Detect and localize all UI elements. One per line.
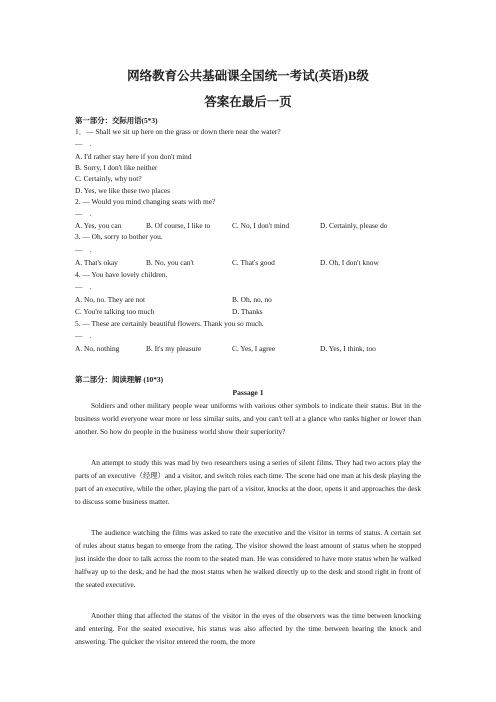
passage-paragraph-4: Another thing that affected the status of the visitor in the eyes of the observers was the time between knocking and entering. For the seated executive, his status was also affected by the time between hearing the knock and answering. The quicker the visitor entered the room, the more	[75, 611, 421, 647]
question-1-option-d: D. Yes, we like these two places	[75, 186, 171, 195]
document-subtitle: 答案在最后一页	[204, 95, 292, 109]
question-3-blank: — .	[75, 245, 92, 254]
question-2-blank: — .	[75, 209, 92, 218]
question-2-prompt: 2. — Would you mind changing seats with me?	[75, 197, 216, 206]
question-5-option-b: B. It's my pleasure	[146, 344, 202, 353]
question-5-option-c: C. Yes, I agree	[232, 344, 276, 353]
question-4-option-b: B. Oh, no, no	[232, 295, 272, 304]
question-1-blank: — .	[75, 139, 92, 148]
question-5-blank: — .	[75, 331, 92, 340]
question-5-option-d: D. Yes, I think, too	[320, 344, 376, 353]
question-3-option-a: A. That's okay	[75, 258, 118, 267]
question-2-option-a: A. Yes, you can	[75, 221, 122, 230]
part2-heading: 第二部分：阅读理解 (10*3)	[75, 375, 164, 384]
question-1-option-a: A. I'd rather stay here if you don't mind	[75, 152, 192, 161]
part1-heading: 第一部分：交际用语(5*3)	[75, 116, 158, 125]
question-3-option-c: C. That's good	[232, 258, 275, 267]
question-5-prompt: 5. — These are certainly beautiful flowers. Thank you so much.	[75, 319, 264, 328]
passage-paragraph-2: An attempt to study this was mad by two researchers using a series of silent films. They had two actors play the parts of an executive（经理）and a visitor, and switch roles each time. The scene had one man at his desk playing the part of an executive, while the other, playing the part of a visitor, knocks at the door, opens it and approaches the desk to discuss some business matter.	[75, 458, 421, 507]
question-2-option-b: B. Of course, I like to	[146, 221, 211, 230]
question-2-option-d: D. Certainly, please do	[320, 221, 388, 230]
question-5-option-a: A. No, nothing	[75, 344, 120, 353]
question-4-prompt: 4. — You have lovely children.	[75, 270, 168, 279]
document-title: 网络教育公共基础课全国统一考试(英语)B级	[127, 69, 369, 83]
question-4-option-d: D. Thanks	[232, 307, 263, 316]
question-1-option-b: B. Sorry, I don't like neither	[75, 163, 158, 172]
question-1-prompt: 1．— Shall we sit up here on the grass or down there near the water?	[75, 127, 281, 136]
passage-paragraph-1: Soldiers and other military people wear uniforms with various other symbols to indicate their status. But in the business world everyone wear more or less similar suits, and you can't tell at a glance who ranks higher or lower than another. So how do people in the business world show their superiority?	[75, 401, 421, 437]
question-2-option-c: C. No, I don't mind	[232, 221, 290, 230]
passage-paragraph-3: The audience watching the films was asked to rate the executive and the visitor in terms of status. A certain set of rules about status began to emerge from the rating. The visitor showed the least amount of status when he stopped just inside the door to talk across the room to the seated man. He was considered to have more status when he walked halfway up to the desk, and he had the most status when he walked directly up to the desk and stood right in front of the seated executive.	[75, 528, 421, 590]
question-4-option-a: A. No, no. They are not	[75, 295, 146, 304]
passage-title: Passage 1	[232, 388, 264, 397]
question-1-option-c: C. Certainly, why not?	[75, 174, 142, 183]
question-3-prompt: 3. — Oh, sorry to bother you.	[75, 232, 163, 241]
question-3-option-b: B. No, you can't	[146, 258, 194, 267]
question-4-option-c: C. You're talking too much	[75, 307, 155, 316]
question-3-option-d: D. Oh, I don't know	[320, 258, 379, 267]
question-4-blank: — .	[75, 282, 92, 291]
